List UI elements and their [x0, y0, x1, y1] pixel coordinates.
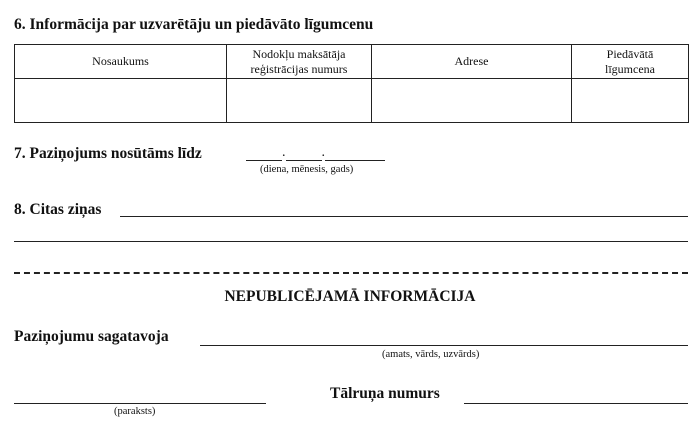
date-separator-2: . [321, 145, 325, 160]
column-header-name: Nosaukums [15, 45, 227, 79]
prepared-by-line[interactable] [200, 345, 688, 346]
winner-table [14, 44, 689, 123]
column-header-price [572, 45, 689, 79]
column-header-address: Adrese [372, 45, 572, 79]
year-blank[interactable] [325, 146, 385, 161]
column-header-tax-number [227, 45, 372, 79]
month-blank[interactable] [286, 146, 322, 161]
signature-line[interactable] [14, 403, 266, 404]
column-header-price-text: Piedāvātā līgumcena [605, 46, 655, 76]
day-blank[interactable] [246, 146, 282, 161]
cut-line [14, 272, 688, 274]
other-info-line-2[interactable] [14, 241, 688, 242]
cell-tax-number[interactable] [227, 79, 372, 123]
section-8-title: 8. Citas ziņas [14, 201, 102, 218]
date-hint: (diena, mēnesis, gads) [260, 164, 354, 175]
table-header-row [15, 45, 689, 79]
other-info-line-1[interactable] [120, 216, 688, 217]
table-row [15, 79, 689, 123]
signature-hint: (paraksts) [114, 406, 156, 417]
prepared-by-label: Paziņojumu sagatavoja [14, 328, 169, 345]
phone-line[interactable] [464, 403, 688, 404]
phone-label: Tālruņa numurs [330, 385, 440, 402]
date-field [246, 145, 385, 161]
section-6-title: 6. Informācija par uzvarētāju un piedāvāto līgumcenu [14, 16, 374, 33]
section-7-title: 7. Paziņojums nosūtāms līdz [14, 145, 202, 162]
cell-address[interactable] [372, 79, 572, 123]
date-separator-1: . [282, 145, 286, 160]
unpublished-title: NEPUBLICĒJAMĀ INFORMĀCIJA [224, 288, 476, 305]
cell-price[interactable] [572, 79, 689, 123]
column-header-tax-number-text: Nodokļu maksātāja reģistrācijas numurs [250, 46, 348, 76]
cell-name[interactable] [15, 79, 227, 123]
prepared-by-hint: (amats, vārds, uzvārds) [382, 349, 480, 360]
